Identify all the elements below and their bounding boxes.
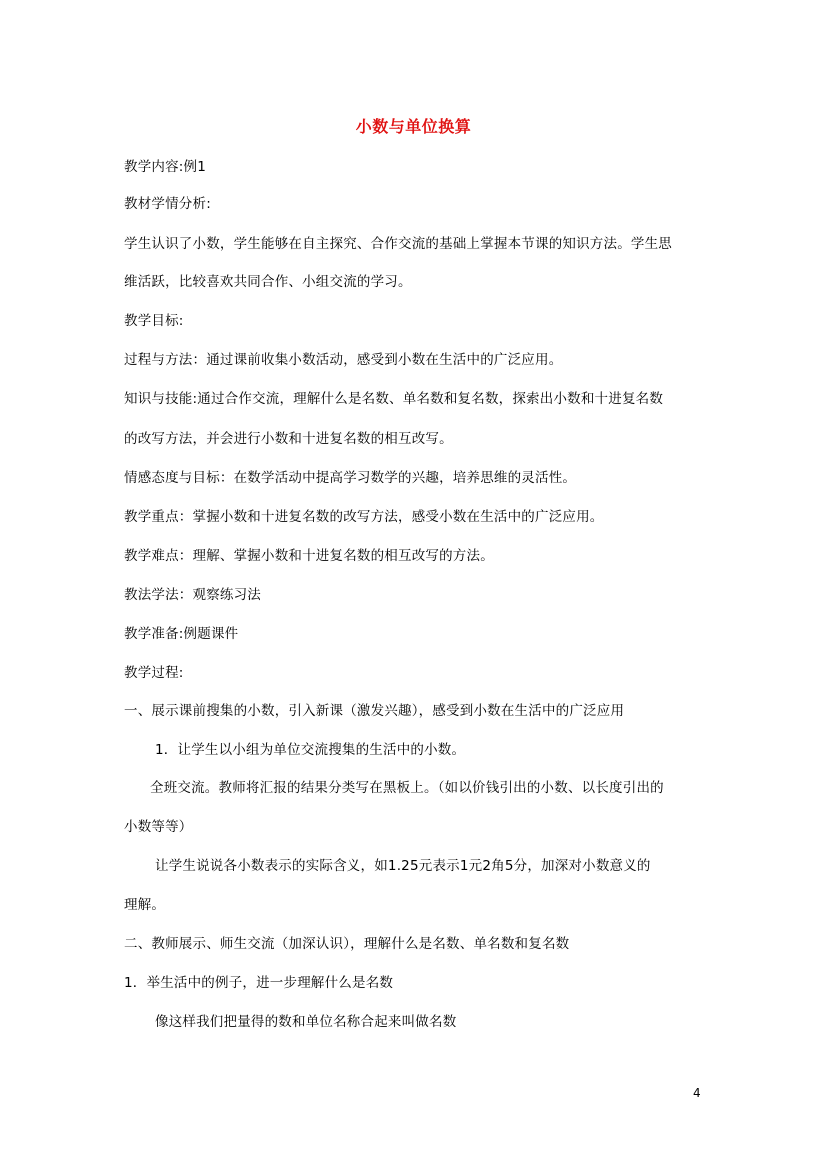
text-line-teaching-content: 教学内容:例1 <box>124 159 207 175</box>
text-line-meaning-2: 理解。 <box>124 897 166 913</box>
text-line-section-one: 一、展示课前搜集的小数，引入新课（激发兴趣），感受到小数在生活中的广泛应用 <box>124 703 625 719</box>
text-line-analysis-heading: 教材学情分析: <box>124 196 211 212</box>
text-line-preparation: 教学准备:例题课件 <box>124 626 239 642</box>
text-line-analysis-1: 学生认识了小数，学生能够在自主探究、合作交流的基础上掌握本节课的知识方法。学生思 <box>124 236 672 252</box>
text-line-goal-knowledge-2: 的改写方法，并会进行小数和十进复名数的相互改写。 <box>124 431 453 447</box>
text-line-goals-heading: 教学目标: <box>124 313 184 329</box>
text-line-process-heading: 教学过程: <box>124 665 184 681</box>
text-line-named-number-definition: 像这样我们把量得的数和单位名称合起来叫做名数 <box>155 1014 457 1030</box>
text-line-meaning-1: 让学生说说各小数表示的实际含义，如1.25元表示1元2角5分，加深对小数意义的 <box>155 858 651 874</box>
text-line-goal-attitude: 情感态度与目标：在数学活动中提高学习数学的兴趣，培养思维的灵活性。 <box>124 470 577 486</box>
text-line-class-exchange-2: 小数等等） <box>124 819 193 835</box>
page-number: 4 <box>693 1086 701 1100</box>
text-line-step-1: 1．让学生以小组为单位交流搜集的生活中的小数。 <box>155 742 466 758</box>
text-line-analysis-2: 维活跃，比较喜欢共同合作、小组交流的学习。 <box>124 274 412 290</box>
text-line-section-two: 二、教师展示、师生交流（加深认识），理解什么是名数、单名数和复名数 <box>124 936 570 952</box>
text-line-goal-knowledge-1: 知识与技能:通过合作交流，理解什么是名数、单名数和复名数，探索出小数和十进复名数 <box>124 391 664 407</box>
text-line-methods: 教法学法：观察练习法 <box>124 587 261 603</box>
text-line-difficulties: 教学难点：理解、掌握小数和十进复名数的相互改写的方法。 <box>124 548 494 564</box>
text-line-class-exchange-1: 全班交流。教师将汇报的结果分类写在黑板上。（如以价钱引出的小数、以长度引出的 <box>150 780 664 796</box>
document-title: 小数与单位换算 <box>355 117 472 136</box>
text-line-key-points: 教学重点：掌握小数和十进复名数的改写方法，感受小数在生活中的广泛应用。 <box>124 509 604 525</box>
text-line-example-heading: 1．举生活中的例子，进一步理解什么是名数 <box>124 975 394 991</box>
text-line-goal-process: 过程与方法：通过课前收集小数活动，感受到小数在生活中的广泛应用。 <box>124 352 563 368</box>
